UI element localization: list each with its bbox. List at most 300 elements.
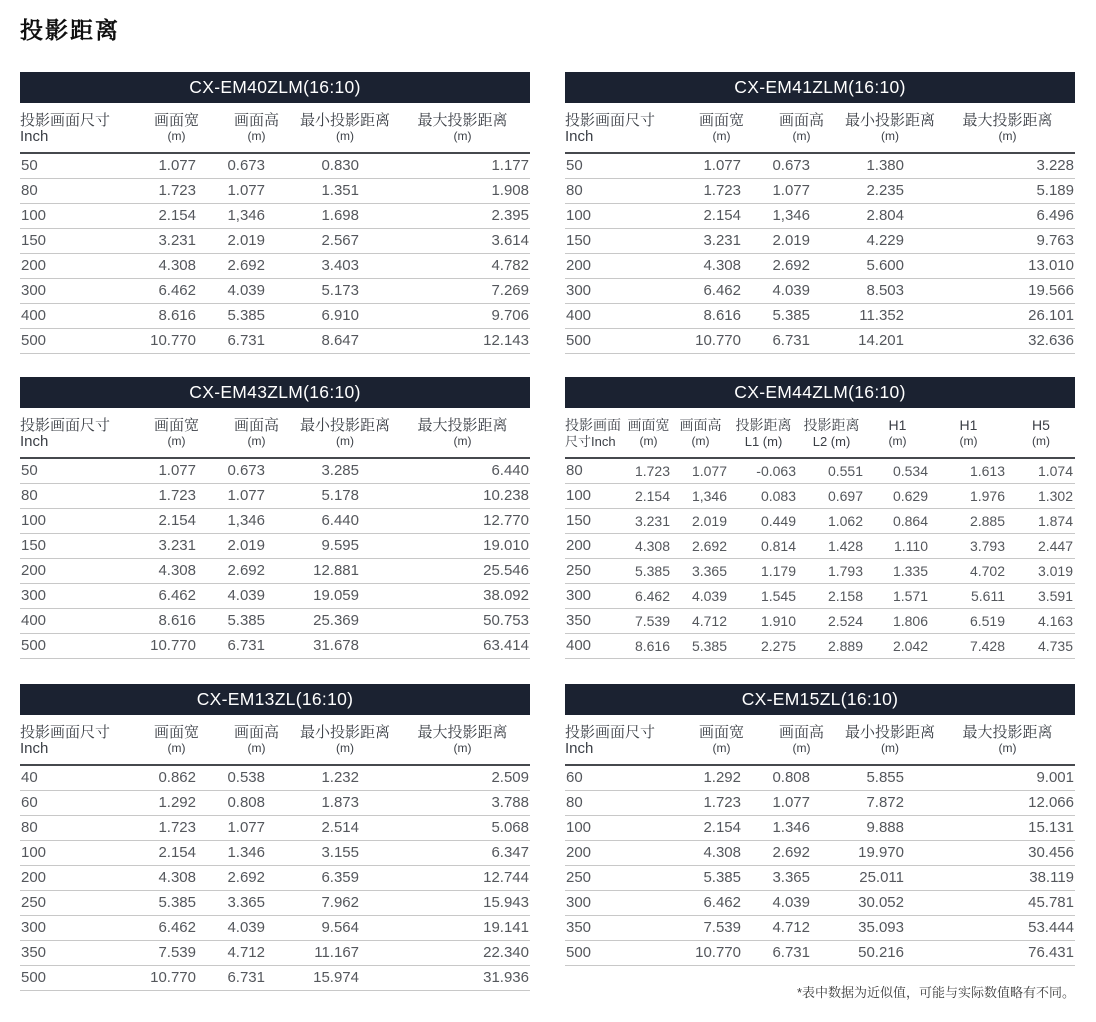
table-cell: 6.731 xyxy=(218,634,295,659)
table-cell: 1.910 xyxy=(729,609,798,634)
table-cell: 2.154 xyxy=(625,484,672,509)
column-header: 投影画面尺寸 Inch xyxy=(20,408,135,458)
table-cell: 1.545 xyxy=(729,584,798,609)
table-cell: 6.496 xyxy=(940,204,1075,229)
table-cell: 10.770 xyxy=(135,634,218,659)
table-cell: 300 xyxy=(20,916,135,941)
table-row xyxy=(20,765,530,791)
table-cell: 35.093 xyxy=(840,916,940,941)
table-cell: 1.571 xyxy=(865,584,930,609)
table-cell: 1.613 xyxy=(930,458,1007,484)
table-cell: 2.019 xyxy=(672,509,729,534)
table-cell: 1.232 xyxy=(295,765,395,791)
table-cell: 400 xyxy=(20,609,135,634)
table-cell: 0.673 xyxy=(763,153,840,179)
table-cell: 1.077 xyxy=(218,484,295,509)
table-cell: 31.936 xyxy=(395,966,530,991)
table-row xyxy=(20,916,530,941)
table-cell: 6.731 xyxy=(218,966,295,991)
table-row xyxy=(565,509,1075,534)
table-cell: 3.614 xyxy=(395,229,530,254)
table-cell: 5.385 xyxy=(218,609,295,634)
table-cell: 500 xyxy=(565,329,680,354)
table-cell: 5.068 xyxy=(395,816,530,841)
table-cell: 7.962 xyxy=(295,891,395,916)
table-row xyxy=(565,584,1075,609)
table-cell: 2.395 xyxy=(395,204,530,229)
table-cell: 1.723 xyxy=(625,458,672,484)
table-cell: 1.723 xyxy=(135,179,218,204)
table-header-bar xyxy=(565,684,1075,715)
table-cell: 1.874 xyxy=(1007,509,1075,534)
table-cell: 1.380 xyxy=(840,153,940,179)
table-cell: 5.385 xyxy=(135,891,218,916)
table-head xyxy=(20,715,530,765)
table-row xyxy=(565,279,1075,304)
table-cell: 4.735 xyxy=(1007,634,1075,659)
column-header: H1 (m) xyxy=(865,408,930,458)
table-cell: 5.178 xyxy=(295,484,395,509)
table-cell: 500 xyxy=(20,329,135,354)
table-cell: 3.365 xyxy=(218,891,295,916)
column-header: H5 (m) xyxy=(1007,408,1075,458)
table-cell: 1,346 xyxy=(672,484,729,509)
table-cell: 2.692 xyxy=(763,254,840,279)
table-cell: 300 xyxy=(20,584,135,609)
table-row xyxy=(20,559,530,584)
table-cell: 80 xyxy=(20,816,135,841)
table-cell: 4.039 xyxy=(672,584,729,609)
table-cell: 1.077 xyxy=(763,791,840,816)
table-cell: 25.369 xyxy=(295,609,395,634)
table-cell: 25.011 xyxy=(840,866,940,891)
table-row xyxy=(20,584,530,609)
table-cell: 5.385 xyxy=(218,304,295,329)
table-cell: 5.611 xyxy=(930,584,1007,609)
table-cell: 19.141 xyxy=(395,916,530,941)
table-cell: 80 xyxy=(565,179,680,204)
table-cell: 50 xyxy=(565,153,680,179)
table-cell: 100 xyxy=(20,204,135,229)
table-cell: 1.335 xyxy=(865,559,930,584)
table-cell: 7.872 xyxy=(840,791,940,816)
table-row xyxy=(20,966,530,991)
table-row xyxy=(20,204,530,229)
table-cell: 0.449 xyxy=(729,509,798,534)
table-cell: 150 xyxy=(20,229,135,254)
column-header: 投影画面尺寸 Inch xyxy=(565,103,680,153)
column-header: 投影距离 L2 (m) xyxy=(798,408,865,458)
table-cell: 400 xyxy=(565,304,680,329)
table-cell: 3.788 xyxy=(395,791,530,816)
table-row xyxy=(565,816,1075,841)
column-header: 画面高 (m) xyxy=(218,408,295,458)
table-cell: 3.793 xyxy=(930,534,1007,559)
table-cell: 8.503 xyxy=(840,279,940,304)
table-row xyxy=(20,891,530,916)
table-cell: 4.712 xyxy=(763,916,840,941)
table-cell: 3.231 xyxy=(625,509,672,534)
table-cx-em44zlm xyxy=(565,377,1075,659)
table-row xyxy=(565,204,1075,229)
table-cell: -0.063 xyxy=(729,458,798,484)
table-cell: 2.692 xyxy=(218,866,295,891)
table-cell: 5.385 xyxy=(680,866,763,891)
table-cell: 1.077 xyxy=(135,458,218,484)
table-cell: 1.177 xyxy=(395,153,530,179)
table-body xyxy=(20,458,530,659)
table-row xyxy=(565,153,1075,179)
table-cx-em41zlm xyxy=(565,72,1075,354)
column-header: 画面高 (m) xyxy=(763,103,840,153)
table-header-bar xyxy=(565,72,1075,103)
table-cell: 400 xyxy=(565,634,625,659)
column-header: 最大投影距离 (m) xyxy=(940,715,1075,765)
table-cell: 13.010 xyxy=(940,254,1075,279)
table-cell: 4.039 xyxy=(763,891,840,916)
column-header: 投影画面尺寸 Inch xyxy=(565,715,680,765)
table-cell: 10.770 xyxy=(680,329,763,354)
table-row xyxy=(565,179,1075,204)
table-cell: 2.154 xyxy=(680,204,763,229)
table-cell: 6.519 xyxy=(930,609,1007,634)
table-cell: 6.462 xyxy=(680,279,763,304)
table-cell: 200 xyxy=(565,254,680,279)
table-cell: 25.546 xyxy=(395,559,530,584)
table-cell: 31.678 xyxy=(295,634,395,659)
table-cell: 1.179 xyxy=(729,559,798,584)
table-cell: 5.385 xyxy=(625,559,672,584)
table-cell: 12.143 xyxy=(395,329,530,354)
table-cell: 0.083 xyxy=(729,484,798,509)
table-cell: 1.428 xyxy=(798,534,865,559)
table-cell: 45.781 xyxy=(940,891,1075,916)
table-cell: 0.808 xyxy=(218,791,295,816)
table-cell: 60 xyxy=(20,791,135,816)
page-title: 投影距离 xyxy=(20,17,120,43)
table-cell: 4.308 xyxy=(680,254,763,279)
table-title: CX-EM13ZL(16:10) xyxy=(196,689,354,709)
table-cell: 1.806 xyxy=(865,609,930,634)
table-cell: 350 xyxy=(565,916,680,941)
table-cell: 80 xyxy=(20,179,135,204)
table-row xyxy=(565,559,1075,584)
projection-distance-table xyxy=(565,715,1075,966)
table-body xyxy=(20,153,530,354)
column-header: 最大投影距离 (m) xyxy=(395,715,530,765)
table-cell: 0.814 xyxy=(729,534,798,559)
table-cell: 3.228 xyxy=(940,153,1075,179)
table-cell: 300 xyxy=(565,279,680,304)
table-cell: 19.010 xyxy=(395,534,530,559)
table-cell: 0.830 xyxy=(295,153,395,179)
table-cell: 2.019 xyxy=(218,229,295,254)
table-body xyxy=(20,765,530,991)
table-cx-em15zl xyxy=(565,684,1075,966)
table-cell: 1.077 xyxy=(218,816,295,841)
table-cell: 5.385 xyxy=(672,634,729,659)
column-header: 投影画面尺寸 Inch xyxy=(20,715,135,765)
table-cell: 2.235 xyxy=(840,179,940,204)
table-cell: 4.163 xyxy=(1007,609,1075,634)
table-cell: 3.365 xyxy=(763,866,840,891)
table-cell: 1.077 xyxy=(763,179,840,204)
table-head xyxy=(20,408,530,458)
table-cell: 4.039 xyxy=(218,916,295,941)
table-cell: 1.077 xyxy=(218,179,295,204)
table-title: CX-EM43ZLM(16:10) xyxy=(189,382,361,402)
table-cell: 5.189 xyxy=(940,179,1075,204)
table-cell: 2.692 xyxy=(672,534,729,559)
table-cell: 2.885 xyxy=(930,509,1007,534)
table-cell: 3.403 xyxy=(295,254,395,279)
table-row xyxy=(20,816,530,841)
table-cell: 1.351 xyxy=(295,179,395,204)
table-cell: 10.770 xyxy=(680,941,763,966)
table-cell: 0.864 xyxy=(865,509,930,534)
table-cell: 12.066 xyxy=(940,791,1075,816)
table-row xyxy=(565,941,1075,966)
table-cell: 26.101 xyxy=(940,304,1075,329)
column-header: 画面宽 (m) xyxy=(680,103,763,153)
table-cell: 350 xyxy=(565,609,625,634)
table-cell: 38.092 xyxy=(395,584,530,609)
table-cell: 4.308 xyxy=(625,534,672,559)
table-row xyxy=(20,229,530,254)
table-cell: 2.447 xyxy=(1007,534,1075,559)
projection-distance-table xyxy=(565,408,1075,659)
table-cell: 200 xyxy=(565,841,680,866)
table-cell: 350 xyxy=(20,941,135,966)
table-cell: 1.793 xyxy=(798,559,865,584)
table-row xyxy=(565,866,1075,891)
table-body xyxy=(565,458,1075,659)
table-cell: 15.131 xyxy=(940,816,1075,841)
table-cell: 4.308 xyxy=(135,866,218,891)
table-cell: 1.077 xyxy=(135,153,218,179)
table-cell: 6.731 xyxy=(763,329,840,354)
table-row xyxy=(20,484,530,509)
table-row xyxy=(565,458,1075,484)
table-cell: 0.629 xyxy=(865,484,930,509)
table-cell: 7.539 xyxy=(680,916,763,941)
table-cell: 1.698 xyxy=(295,204,395,229)
table-cell: 1.292 xyxy=(680,765,763,791)
table-cell: 8.616 xyxy=(135,609,218,634)
table-cell: 150 xyxy=(20,534,135,559)
table-cell: 100 xyxy=(565,484,625,509)
table-cell: 0.673 xyxy=(218,458,295,484)
table-cell: 6.462 xyxy=(680,891,763,916)
table-cell: 7.539 xyxy=(135,941,218,966)
table-cell: 1.062 xyxy=(798,509,865,534)
table-cell: 8.616 xyxy=(625,634,672,659)
table-cell: 5.385 xyxy=(763,304,840,329)
table-cell: 12.881 xyxy=(295,559,395,584)
table-cell: 1.292 xyxy=(135,791,218,816)
table-cell: 1.723 xyxy=(680,791,763,816)
table-cell: 6.440 xyxy=(395,458,530,484)
table-cell: 10.770 xyxy=(135,329,218,354)
table-row xyxy=(20,153,530,179)
table-cell: 1.976 xyxy=(930,484,1007,509)
table-cell: 1,346 xyxy=(218,509,295,534)
table-cell: 1.346 xyxy=(218,841,295,866)
table-body xyxy=(565,765,1075,966)
table-header-bar xyxy=(20,684,530,715)
table-cx-em43zlm xyxy=(20,377,530,659)
table-row xyxy=(565,791,1075,816)
table-cell: 1.346 xyxy=(763,816,840,841)
table-cell: 6.440 xyxy=(295,509,395,534)
table-row xyxy=(20,866,530,891)
table-cell: 0.808 xyxy=(763,765,840,791)
table-cell: 300 xyxy=(565,891,680,916)
table-cell: 0.551 xyxy=(798,458,865,484)
table-cell: 2.692 xyxy=(763,841,840,866)
column-header: 画面宽 (m) xyxy=(135,715,218,765)
table-cell: 32.636 xyxy=(940,329,1075,354)
table-cell: 19.970 xyxy=(840,841,940,866)
table-row xyxy=(565,254,1075,279)
column-header: 最小投影距离 (m) xyxy=(840,715,940,765)
table-cell: 2.889 xyxy=(798,634,865,659)
column-header: 最大投影距离 (m) xyxy=(395,103,530,153)
table-cell: 40 xyxy=(20,765,135,791)
table-cell: 3.019 xyxy=(1007,559,1075,584)
table-cell: 200 xyxy=(20,254,135,279)
table-row xyxy=(565,534,1075,559)
table-cell: 15.974 xyxy=(295,966,395,991)
table-cell: 250 xyxy=(565,559,625,584)
table-row xyxy=(20,609,530,634)
table-head xyxy=(565,408,1075,458)
table-cell: 2.019 xyxy=(763,229,840,254)
table-body xyxy=(565,153,1075,354)
table-row xyxy=(20,634,530,659)
column-header: 画面宽 (m) xyxy=(625,408,672,458)
table-cell: 0.862 xyxy=(135,765,218,791)
table-row xyxy=(20,254,530,279)
column-header: H1 (m) xyxy=(930,408,1007,458)
column-header: 最小投影距离 (m) xyxy=(295,715,395,765)
column-header: 画面宽 (m) xyxy=(135,408,218,458)
column-header: 最小投影距离 (m) xyxy=(295,408,395,458)
table-cell: 6.462 xyxy=(135,916,218,941)
table-head xyxy=(565,715,1075,765)
table-cell: 8.647 xyxy=(295,329,395,354)
table-row xyxy=(20,304,530,329)
table-cell: 50.216 xyxy=(840,941,940,966)
table-cell: 10.238 xyxy=(395,484,530,509)
table-row xyxy=(565,609,1075,634)
table-cell: 300 xyxy=(20,279,135,304)
table-cell: 2.567 xyxy=(295,229,395,254)
table-header-bar xyxy=(20,377,530,408)
table-cell: 1.110 xyxy=(865,534,930,559)
table-cell: 6.462 xyxy=(625,584,672,609)
table-cell: 50 xyxy=(20,458,135,484)
table-title: CX-EM44ZLM(16:10) xyxy=(734,382,906,402)
table-cell: 2.804 xyxy=(840,204,940,229)
table-cell: 4.039 xyxy=(218,584,295,609)
table-cell: 9.706 xyxy=(395,304,530,329)
table-cell: 1.077 xyxy=(680,153,763,179)
table-head xyxy=(20,103,530,153)
table-row xyxy=(565,765,1075,791)
table-cell: 2.692 xyxy=(218,559,295,584)
table-cell: 1.723 xyxy=(135,484,218,509)
table-cell: 1.074 xyxy=(1007,458,1075,484)
table-cell: 3.285 xyxy=(295,458,395,484)
table-row xyxy=(565,229,1075,254)
column-header: 投影画面 尺寸Inch xyxy=(565,408,625,458)
table-cell: 19.059 xyxy=(295,584,395,609)
table-cell: 30.456 xyxy=(940,841,1075,866)
table-cell: 200 xyxy=(20,559,135,584)
table-cell: 6.462 xyxy=(135,279,218,304)
table-row xyxy=(565,891,1075,916)
table-cell: 80 xyxy=(565,458,625,484)
column-header: 最大投影距离 (m) xyxy=(940,103,1075,153)
table-cell: 4.308 xyxy=(135,254,218,279)
table-cell: 100 xyxy=(565,204,680,229)
table-cell: 2.154 xyxy=(135,204,218,229)
table-cell: 2.514 xyxy=(295,816,395,841)
table-header-bar xyxy=(565,377,1075,408)
projection-distance-table xyxy=(20,103,530,354)
table-cell: 2.154 xyxy=(680,816,763,841)
table-cell: 4.308 xyxy=(680,841,763,866)
table-cell: 11.352 xyxy=(840,304,940,329)
table-row xyxy=(20,458,530,484)
column-header: 投影距离 L1 (m) xyxy=(729,408,798,458)
column-header: 投影画面尺寸 Inch xyxy=(20,103,135,153)
table-cell: 2.524 xyxy=(798,609,865,634)
column-header: 画面高 (m) xyxy=(218,103,295,153)
table-cell: 4.712 xyxy=(218,941,295,966)
table-cell: 500 xyxy=(20,634,135,659)
table-header-bar xyxy=(20,72,530,103)
table-row xyxy=(565,484,1075,509)
table-cell: 3.231 xyxy=(680,229,763,254)
table-cell: 2.275 xyxy=(729,634,798,659)
table-cell: 1,346 xyxy=(763,204,840,229)
table-cell: 8.616 xyxy=(135,304,218,329)
table-cell: 2.042 xyxy=(865,634,930,659)
projection-distance-table xyxy=(20,408,530,659)
table-cell: 1.302 xyxy=(1007,484,1075,509)
table-cell: 7.428 xyxy=(930,634,1007,659)
footnote: *表中数据为近似值，可能与实际数值略有不同。 xyxy=(796,985,1075,1000)
table-cell: 300 xyxy=(565,584,625,609)
table-row xyxy=(565,634,1075,659)
table-cell: 0.534 xyxy=(865,458,930,484)
table-cell: 22.340 xyxy=(395,941,530,966)
table-cell: 4.039 xyxy=(763,279,840,304)
table-cx-em13zl xyxy=(20,684,530,991)
table-cell: 80 xyxy=(20,484,135,509)
table-cell: 1,346 xyxy=(218,204,295,229)
table-cell: 4.782 xyxy=(395,254,530,279)
table-cell: 250 xyxy=(20,891,135,916)
table-cell: 6.347 xyxy=(395,841,530,866)
column-header: 最大投影距离 (m) xyxy=(395,408,530,458)
table-row xyxy=(565,329,1075,354)
table-cell: 250 xyxy=(565,866,680,891)
table-cell: 100 xyxy=(20,841,135,866)
table-cell: 100 xyxy=(20,509,135,534)
